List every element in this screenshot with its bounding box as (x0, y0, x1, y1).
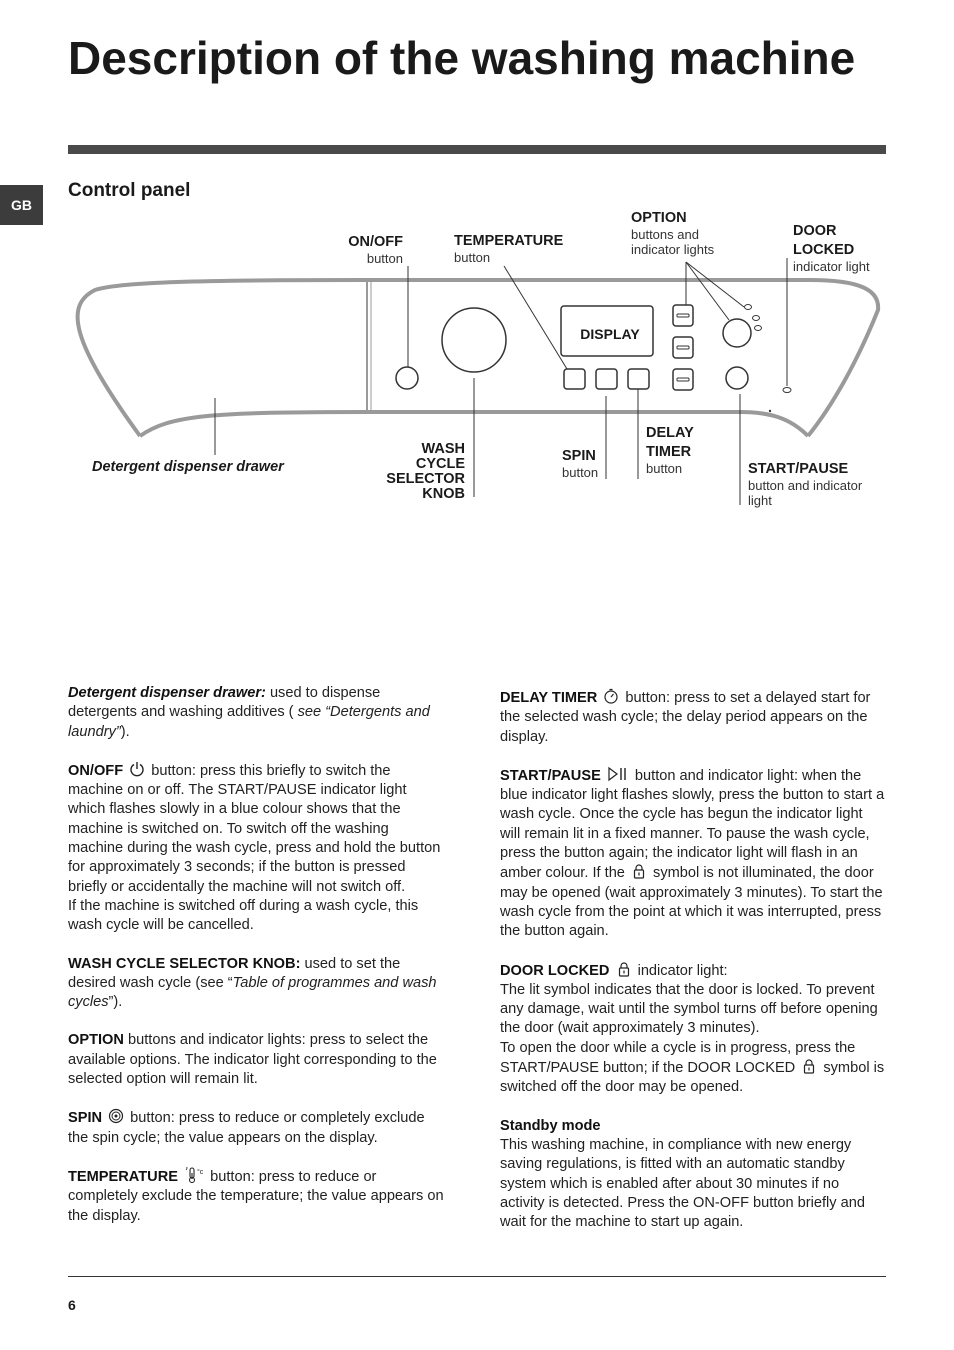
para-on-off: ON/OFF button: press this briefly to switch the machine on or off. The START/PAUSE indicator light which flashes slowly in a blue colour shows that the machine is switched on. To switch off the washing machine during the wash cycle, press and hold the button for approximately 3 seconds; if the button is pressed briefly or accidentally the machine will not switch off. If the machine is switched off during a wash cycle, this wash cycle will be cancelled. (68, 762, 441, 934)
option-button-1 (673, 305, 693, 326)
start-pause-button (726, 367, 748, 389)
para-option: OPTION buttons and indicator lights: press to select the available options. The indicator light corresponding to the selected option will remain lit. (68, 1032, 437, 1088)
play-pause-icon (607, 766, 629, 782)
door-locked-light (783, 388, 791, 393)
para-start-pause: START/PAUSE button and indicator light: when the blue indicator light flashes slowly, press the button to start a wash cycle. Once the cycle has begun the indicator light will remain lit in a fixed manner. To pause the wash cycle, press the button again; the indicator light will flash in an amber colour. If the symbol is not illuminated, the door may be opened (wait approximately 3 minutes). To start the wash cycle from the point at which it was interrupted, press the button again. (500, 767, 885, 940)
label-delay-timer: DELAY TIMER button (646, 425, 694, 476)
para-detergent: Detergent dispenser drawer: used to dispense detergents and washing additives ( see “Detergents and laundry”). (68, 685, 430, 740)
spin-button (596, 369, 617, 389)
label-door-locked: DOOR LOCKED indicator light (793, 223, 870, 274)
label-detergent-drawer: Detergent dispenser drawer (92, 459, 284, 475)
label-option: OPTION buttons and indicator lights (631, 210, 715, 257)
panel-dot (769, 410, 771, 412)
para-temperature: TEMPERATURE °c button: press to reduce or completely exclude the temperature; the value appears on the display. (68, 1167, 446, 1226)
option-buttons (673, 305, 693, 390)
right-column (500, 688, 886, 1251)
label-wash-cycle-knob: WASH CYCLE SELECTOR KNOB (386, 441, 465, 502)
section-title: Control panel (68, 180, 191, 201)
display-label: DISPLAY (580, 326, 640, 342)
bottom-rule (68, 1276, 886, 1277)
left-column (68, 684, 446, 1245)
option-button-3 (673, 369, 693, 390)
delay-timer-button (628, 369, 649, 389)
label-spin: SPIN button (562, 448, 599, 480)
lock-icon (801, 1058, 817, 1074)
leader-lines (215, 258, 787, 505)
svg-text:°c: °c (197, 1168, 204, 1176)
para-spin: SPIN button: press to reduce or completely exclude the spin cycle; the value appears on the display. (68, 1110, 425, 1146)
option-indicator-1 (745, 305, 752, 310)
option-button-2 (673, 337, 693, 358)
para-standby: Standby mode This washing machine, in compliance with new energy saving regulations, is fitted with an automatic standby system which is enabled after about 30 minutes if no activity is detected. Press the ON-OFF button briefly and wait for the machine to start up again. (500, 1117, 865, 1231)
label-start-pause: START/PAUSE button and indicator light (748, 461, 863, 508)
wash-cycle-selector-knob (442, 308, 506, 372)
delay-timer-icon (603, 688, 619, 704)
label-on-off: ON/OFF button (348, 234, 403, 266)
on-off-button (396, 367, 418, 389)
para-wash-cycle-knob: WASH CYCLE SELECTOR KNOB: used to set the desired wash cycle (see “Table of programmes and wash cycles”). (68, 955, 437, 1011)
lock-icon (616, 961, 632, 977)
spin-icon (108, 1108, 124, 1124)
option-indicator-3 (755, 326, 762, 331)
lock-icon (631, 863, 647, 879)
para-door-locked: DOOR LOCKED indicator light: The lit symbol indicates that the door is locked. To prevent any damage, wait until the symbol turns off before opening the door (wait approximately 3 minutes). To open the door while a cycle is in progress, press the START/PAUSE button; if the DOOR LOCKED symbol is switched off the door may be opened. (500, 962, 885, 1096)
thermometer-icon (184, 1167, 204, 1183)
page-title: Description of the washing machine (68, 32, 856, 84)
title-rule (68, 145, 886, 154)
temperature-button (564, 369, 585, 389)
option-indicator-2 (753, 316, 760, 321)
label-temperature: TEMPERATURE button (454, 233, 564, 265)
para-delay-timer: DELAY TIMER button: press to set a delayed start for the selected wash cycle; the delay period appears on the display. (500, 690, 871, 745)
option-dial (723, 319, 751, 347)
language-tab: GB (0, 185, 43, 225)
page-number: 6 (68, 1297, 76, 1313)
power-icon (129, 761, 145, 777)
